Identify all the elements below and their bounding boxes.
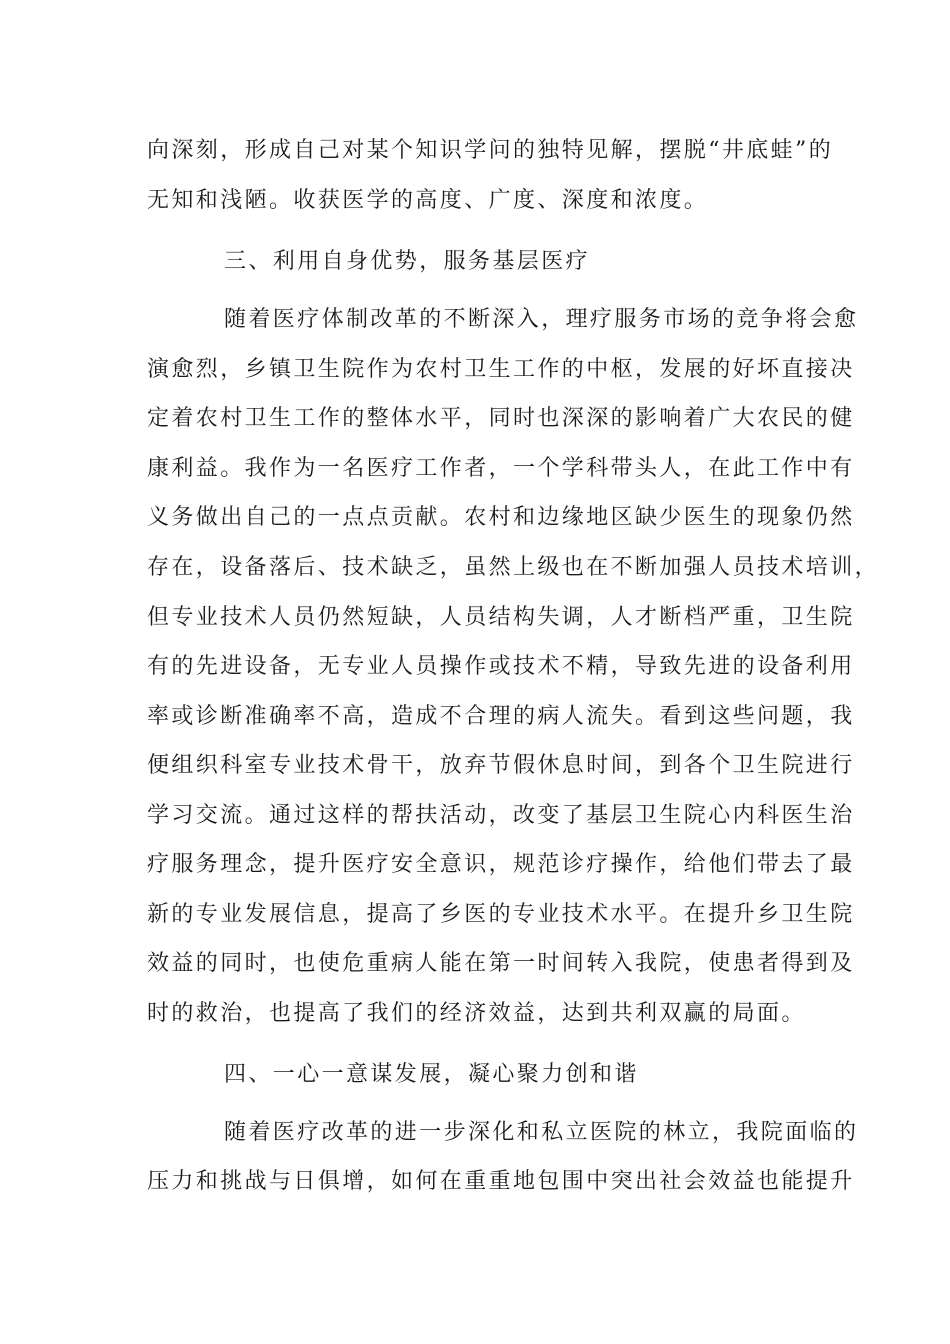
body-text-line: 康利益。我作为一名医疗工作者，一个学科带头人，在此工作中有 <box>147 456 855 481</box>
body-text-line: 存在，设备落后、技术缺乏，虽然上级也在不断加强人员技术培训， <box>147 555 880 580</box>
body-text-line: 学习交流。通过这样的帮扶活动，改变了基层卫生院心内科医生治 <box>147 803 855 828</box>
body-text-line: 疗服务理念，提升医疗安全意识，规范诊疗操作，给他们带去了最 <box>147 852 855 877</box>
body-text-line: 率或诊断准确率不高，造成不合理的病人流失。看到这些问题，我 <box>147 704 855 729</box>
body-text-line: 新的专业发展信息，提高了乡医的专业技术水平。在提升乡卫生院 <box>147 902 855 927</box>
body-text-line: 但专业技术人员仍然短缺，人员结构失调，人才断档严重，卫生院 <box>147 605 855 630</box>
body-text-line: 时的救治，也提高了我们的经济效益，达到共利双赢的局面。 <box>147 1001 806 1026</box>
body-text-line: 压力和挑战与日俱增，如何在重重地包围中突出社会效益也能提升 <box>147 1169 855 1194</box>
body-text-line: 定着农村卫生工作的整体水平，同时也深深的影响着广大农民的健 <box>147 406 855 431</box>
section-heading-3: 三、利用自身优势，服务基层医疗 <box>224 249 591 274</box>
body-text-line: 向深刻，形成自己对某个知识学问的独特见解，摆脱“井底蛙”的 <box>147 138 834 163</box>
paragraph-first-line: 随着医疗体制改革的不断深入，理疗服务市场的竞争将会愈 <box>224 307 859 332</box>
paragraph-first-line: 随着医疗改革的进一步深化和私立医院的林立，我院面临的 <box>224 1120 859 1145</box>
body-text-line: 便组织科室专业技术骨干，放弃节假休息时间，到各个卫生院进行 <box>147 753 855 778</box>
section-heading-4: 四、一心一意谋发展，凝心聚力创和谐 <box>224 1062 639 1087</box>
body-text-line: 义务做出自己的一点点贡献。农村和边缘地区缺少医生的现象仍然 <box>147 505 855 530</box>
body-text-line: 有的先进设备，无专业人员操作或技术不精，导致先进的设备利用 <box>147 654 855 679</box>
body-text-line: 演愈烈，乡镇卫生院作为农村卫生工作的中枢，发展的好坏直接决 <box>147 357 855 382</box>
body-text-line: 无知和浅陋。收获医学的高度、广度、深度和浓度。 <box>147 188 709 213</box>
body-text-line: 效益的同时，也使危重病人能在第一时间转入我院，使患者得到及 <box>147 951 855 976</box>
